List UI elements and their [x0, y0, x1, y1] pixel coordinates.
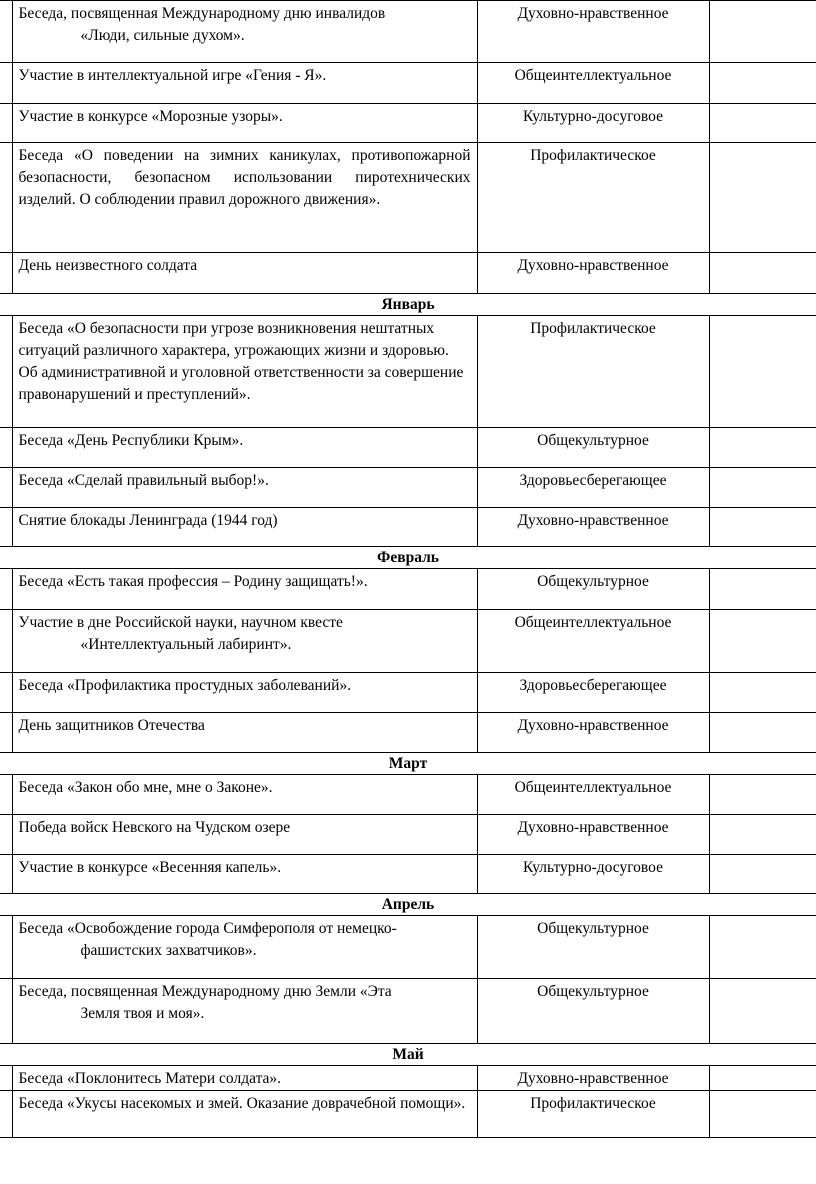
event-cell: Участие в интеллектуальной игре «Гения - Я».	[12, 63, 477, 104]
direction-cell: Здоровьесберегающее	[477, 468, 709, 508]
table-row	[0, 1091, 816, 1138]
table-row	[0, 468, 816, 508]
direction-cell: Профилактическое	[477, 316, 709, 428]
event-cell: Беседа «О безопасности при угрозе возникновения нештатных ситуаций различного характера, угрожающих жизни и здоровью. Об административной и уголовной ответственности за совершение правонарушений и преступлений».	[12, 316, 477, 428]
note-cell	[709, 713, 816, 753]
direction-cell: Общеинтеллектуальное	[477, 63, 709, 104]
direction-cell: Культурно-досуговое	[477, 855, 709, 894]
direction-cell: Культурно-досуговое	[477, 104, 709, 143]
note-cell	[709, 815, 816, 855]
event-cell: Участие в дне Российской науки, научном квесте «Интеллектуальный лабиринт».	[12, 610, 477, 673]
event-cell: Беседа «День Республики Крым».	[12, 428, 477, 468]
direction-cell: Духовно-нравственное	[477, 508, 709, 547]
note-cell	[709, 673, 816, 713]
note-cell	[709, 1091, 816, 1138]
note-cell	[709, 143, 816, 253]
direction-cell: Здоровьесберегающее	[477, 673, 709, 713]
table-row	[0, 979, 816, 1044]
table-row	[0, 428, 816, 468]
table-row	[0, 1066, 816, 1091]
direction-cell: Духовно-нравственное	[477, 815, 709, 855]
table-row	[0, 713, 816, 753]
event-cell: Беседа, посвященная Международному дню Земли «Эта Земля твоя и моя».	[12, 979, 477, 1044]
note-cell	[709, 610, 816, 673]
direction-cell: Профилактическое	[477, 1091, 709, 1138]
note-cell	[709, 253, 816, 294]
note-cell	[709, 569, 816, 610]
note-cell	[709, 316, 816, 428]
direction-cell: Общекультурное	[477, 569, 709, 610]
direction-cell: Духовно-нравственное	[477, 253, 709, 294]
month-label: Апрель	[0, 894, 816, 916]
table-row	[0, 775, 816, 815]
table-row	[0, 855, 816, 894]
direction-cell: Общекультурное	[477, 916, 709, 979]
table-row	[0, 104, 816, 143]
note-cell	[709, 428, 816, 468]
event-cell: Беседа, посвященная Международному дню инвалидов «Люди, сильные духом».	[12, 1, 477, 63]
event-cell: День защитников Отечества	[12, 713, 477, 753]
note-cell	[709, 855, 816, 894]
event-cell: Беседа «Профилактика простудных заболеваний».	[12, 673, 477, 713]
month-header-row	[0, 1044, 816, 1066]
month-header-row	[0, 294, 816, 316]
direction-cell: Общеинтеллектуальное	[477, 775, 709, 815]
table-row	[0, 143, 816, 253]
direction-cell: Общеинтеллектуальное	[477, 610, 709, 673]
note-cell	[709, 104, 816, 143]
month-label: Февраль	[0, 547, 816, 569]
direction-cell: Профилактическое	[477, 143, 709, 253]
note-cell	[709, 1066, 816, 1091]
table-row	[0, 508, 816, 547]
month-label: Январь	[0, 294, 816, 316]
event-cell: Беседа «Укусы насекомых и змей. Оказание доврачебной помощи».	[12, 1091, 477, 1138]
table-row	[0, 253, 816, 294]
table-row	[0, 916, 816, 979]
note-cell	[709, 1, 816, 63]
event-cell: День неизвестного солдата	[12, 253, 477, 294]
table-row	[0, 610, 816, 673]
event-cell: Победа войск Невского на Чудском озере	[12, 815, 477, 855]
event-cell: Беседа «Есть такая профессия – Родину защищать!».	[12, 569, 477, 610]
direction-cell: Духовно-нравственное	[477, 1066, 709, 1091]
month-header-row	[0, 547, 816, 569]
note-cell	[709, 979, 816, 1044]
month-header-row	[0, 753, 816, 775]
table-row	[0, 316, 816, 428]
table-row	[0, 569, 816, 610]
direction-cell: Общекультурное	[477, 979, 709, 1044]
note-cell	[709, 775, 816, 815]
event-cell: Беседа «Закон обо мне, мне о Законе».	[12, 775, 477, 815]
note-cell	[709, 916, 816, 979]
month-header-row	[0, 894, 816, 916]
direction-cell: Общекультурное	[477, 428, 709, 468]
note-cell	[709, 468, 816, 508]
direction-cell: Духовно-нравственное	[477, 713, 709, 753]
event-cell: Участие в конкурсе «Весенняя капель».	[12, 855, 477, 894]
direction-cell: Духовно-нравственное	[477, 1, 709, 63]
table-row	[0, 673, 816, 713]
event-cell: Снятие блокады Ленинграда (1944 год)	[12, 508, 477, 547]
month-label: Март	[0, 753, 816, 775]
event-cell: Беседа «Освобождение города Симферополя от немецко- фашистских захватчиков».	[12, 916, 477, 979]
event-cell: Беседа «Поклонитесь Матери солдата».	[12, 1066, 477, 1091]
note-cell	[709, 508, 816, 547]
table-row	[0, 815, 816, 855]
note-cell	[709, 63, 816, 104]
event-cell: Беседа «Сделай правильный выбор!».	[12, 468, 477, 508]
table-row	[0, 63, 816, 104]
month-label: Май	[0, 1044, 816, 1066]
table-row	[0, 1, 816, 63]
event-cell: Беседа «О поведении на зимних каникулах, противопожарной безопасности, безопасном использовании пиротехнических изделий. О соблюдении правил дорожного движения».	[12, 143, 477, 253]
event-cell: Участие в конкурсе «Морозные узоры».	[12, 104, 477, 143]
